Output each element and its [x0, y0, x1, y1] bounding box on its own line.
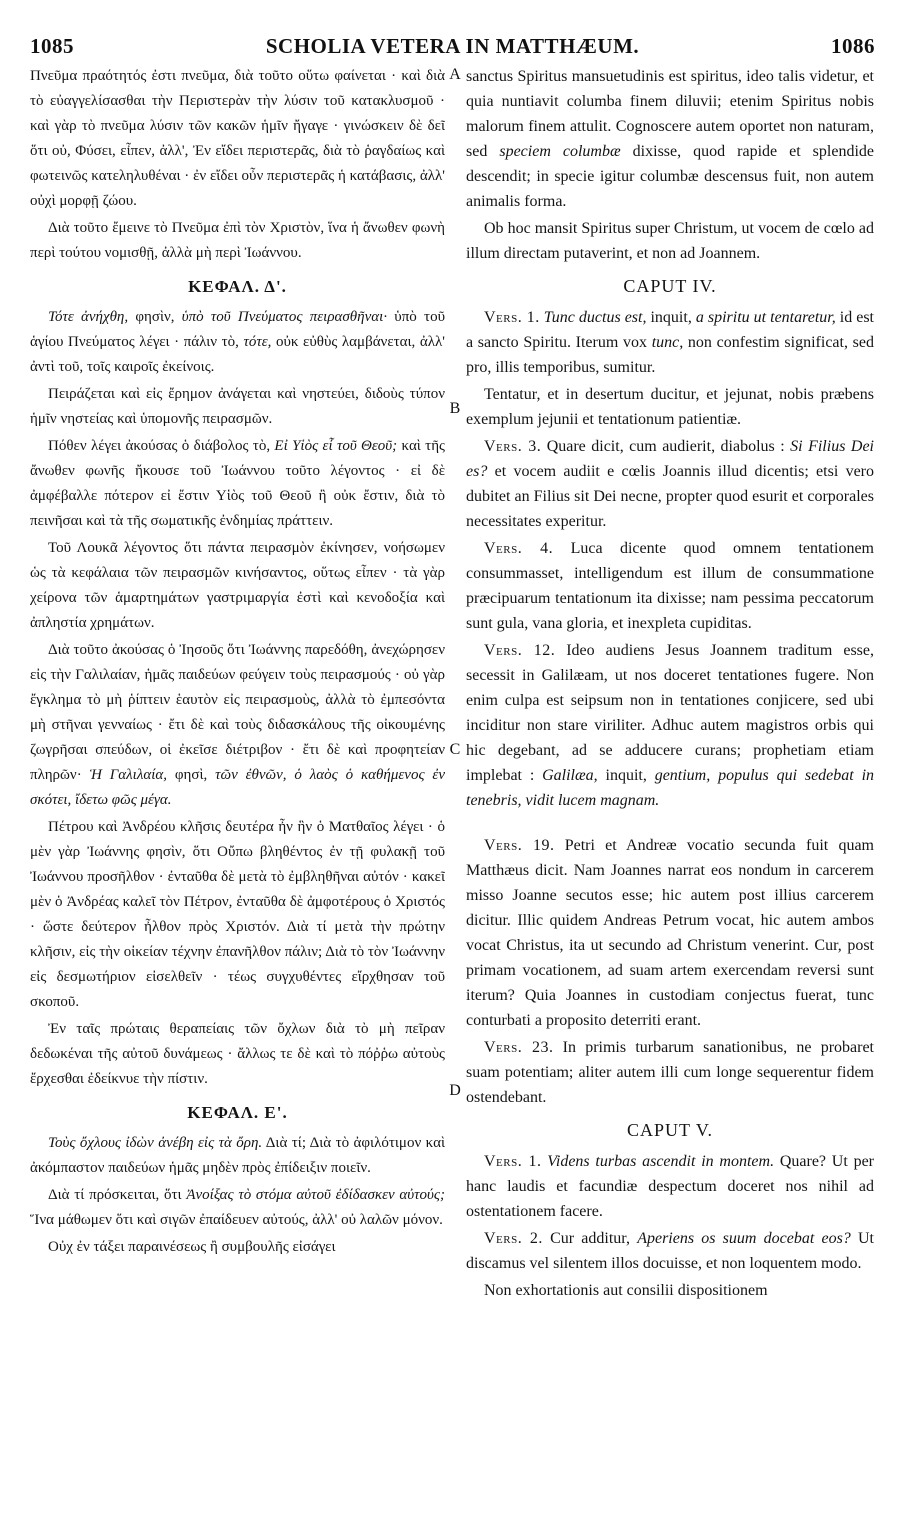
greek-text: φησὶν, [128, 309, 182, 325]
latin-quote: speciem columbæ [499, 143, 621, 160]
latin-text: sanctus Spiritus mansuetudinis est spiritus, ideo talis videtur, et quia nuntiavit columba finem diluvii; etenim Spiritus nobis malorum finem attulit. Cognoscere autem oportet non naturam, sed [466, 68, 874, 160]
margin-mark-b: B [449, 400, 461, 417]
latin-paragraph [466, 434, 874, 534]
greek-text: ὑπὸ τοῦ ἁγίου Πνεύματος λέγει · πάλιν τὸ, [30, 309, 445, 350]
greek-text: καὶ τῆς ἄνωθεν φωνῆς ἤκουσε τοῦ Ἰωάννου τοῦτο λέγοντος · εἰ δὲ ἀμφέβαλλε πότερον εἰ ἔστιν Υἱὸς τοῦ Θεοῦ ἢ οὐκ ἔστιν, διὰ τὸ πεινῆσαι καὶ τὰ τῆς σωματικῆς ἐνδημίας πράττειν. [30, 438, 445, 529]
margin-mark-a: A [449, 66, 461, 83]
latin-text: Petri et Andreæ vocatio secunda fuit quam Matthæus dicit. Nam Joannes narrat eos nondum in carcerem misso Joanne secutos esse; hic autem post illius carcerem dicitur. Illic quidem Andreas Petrum vocat, hic autem ambos vocat Christus, ita ut secundo ad Christum venerint. Cur, post primam vocationem, ad suam artem exercendam reversi sunt iterum? Quia Joannes in custodiam conjectus fuerat, tunc conturbati a proposito deterriti erant. [466, 837, 874, 1029]
greek-text: φησὶ, [166, 767, 216, 783]
latin-paragraph [466, 536, 874, 636]
greek-text: Διὰ τοῦτο ἀκούσας ὁ Ἰησοῦς ὅτι Ἰωάννης παρεδόθη, ἀνεχώρησεν εἰς τὴν Γαλιλαίαν, ἡμᾶς παιδεύων φεύγειν τοὺς πειρασμούς · οὐ γὰρ ἔγκλημα τὸ μὴ ῥίπτειν ἑαυτὸν εἰς πειρασμοὺς, ἀλλὰ τὸ ἐμπεσόντα μὴ στῆναι γενναίως · ἔτι δὲ καὶ τοὺς διδασκάλους τῆς οἰκουμένης ζωγρῆσαι σπεύδων, οἱ ἐκεῖσε διέτριβον · ἔτι δὲ καὶ προφητείαν πληρῶν· [30, 642, 445, 783]
spacer [466, 815, 874, 833]
verse-label: Vers. 2. [484, 1230, 543, 1247]
latin-text: non confestim significat, sed pro, illis temporibus, sumitur. [466, 334, 874, 376]
latin-paragraph [466, 64, 874, 214]
chapter-heading-greek: ΚΕΦΑΛ. Ε'. [187, 1103, 288, 1122]
latin-quote: Videns turbas ascendit in montem. [547, 1153, 775, 1170]
verse-label: Vers. 1. [484, 1153, 542, 1170]
page-header [30, 30, 875, 66]
greek-text: Διὰ τί; Διὰ τὸ ἀφιλότιμον καὶ ἀκόμπαστον παιδεύων ἡμᾶς μηδὲν πρὸς ἐπίδειξιν ποιεῖν. [30, 1135, 445, 1176]
greek-quote: τῶν ἐθνῶν, ὁ λαὸς ὁ καθήμενος ἐν σκότει, ἴδετω φῶς μέγα. [30, 767, 445, 808]
greek-quote: Ἡ Γαλιλαία, [89, 767, 167, 783]
latin-quote: Si Filius Dei es? [466, 438, 874, 480]
greek-paragraph: Διὰ τοῦτο ἔμεινε τὸ Πνεῦμα ἐπὶ τὸν Χριστὸν, ἵνα ἡ ἄνωθεν φωνὴ περὶ τούτου νομισθῇ, ἀλλὰ μὴ περὶ Ἰωάννου. [30, 220, 445, 261]
greek-paragraph [30, 1183, 445, 1233]
verse-label: Vers. 19. [484, 837, 555, 854]
latin-quote: Galilæa, [542, 767, 598, 784]
verse-label: Vers. 23. [484, 1039, 554, 1056]
greek-quote: ὑπὸ τοῦ Πνεύματος πειρασθῆναι· [181, 309, 388, 325]
page-number-right: 1086 [831, 34, 875, 58]
greek-paragraph: Τοῦ Λουκᾶ λέγοντος ὅτι πάντα πειρασμὸν ἐκίνησεν, νοήσωμεν ὡς τὰ κεφάλαια τῶν πειρασμῶν κινήσαντος, οὕτως εἶπεν · τὰ γὰρ χείρονα τῶν ἁμαρτημάτων γαστριμαργία ἐστὶ καὶ κενοδοξία καὶ ἀπληστία χρημάτων. [30, 540, 445, 631]
latin-text: inquit, [597, 767, 655, 784]
greek-column [30, 64, 445, 1524]
chapter-heading-latin: CAPUT V. [626, 1120, 714, 1140]
latin-column [466, 64, 874, 1524]
latin-text: dixisse, quod rapide et splendide descendit; in specie igitur columbæ descensus fuit, non autem animalis forma. [466, 143, 874, 210]
greek-paragraph: Πέτρου καὶ Ἀνδρέου κλῆσις δευτέρα ἦν ἣν ὁ Ματθαῖος λέγει · ὁ μὲν γὰρ Ἰωάννης φησὶν, ὅτι Οὔπω βληθέντος ἐν τῇ φυλακῇ τοῦ Ἰωάννου προσῆλθον · ἐνταῦθα δὲ μετὰ τὸ ἐμβληθῆναι αὐτόν · κακεῖ μὲν ὁ Ἀνδρέας καλεῖ τὸν Πέτρον, ἐνταῦθα δὲ ἀμφοτέρους ὁ Χριστός · ὥστε δεύτερον ἦλθον πρὸς Χριστόν. Διὰ τί μετὰ τὴν πρώτην κλῆσιν, εἰς τὴν οἰκείαν τέχνην ἐπανῆλθον πάλιν; Διὰ τὸ τὸν Ἰωάννην εἰς δεσμωτήριον εἰσελθεῖν · τέως συγχυθέντες εἴρχθησαν τοῦ σκοποῦ. [30, 819, 445, 1010]
greek-paragraph: Πειράζεται καὶ εἰς ἔρημον ἀνάγεται καὶ νηστεύει, διδοὺς τύπον ἡμῖν νηστείας καὶ ὑπομονῆς πειρασμῶν. [30, 386, 445, 427]
latin-text: id est a sancto Spiritu. Iterum vox [466, 309, 874, 351]
greek-quote: Ἀνοίξας τὸ στόμα αὐτοῦ ἐδίδασκεν αὐτούς; [186, 1187, 445, 1203]
latin-paragraph: Non exhortationis aut consilii dispositionem [484, 1282, 768, 1299]
greek-paragraph [30, 305, 445, 380]
latin-quote: tunc, [651, 334, 684, 351]
greek-paragraph: Ἐν ταῖς πρώταις θεραπείαις τῶν ὄχλων διὰ τὸ μὴ πεῖραν δεδωκέναι τῆς αὐτοῦ δυνάμεως · ἄλλως τε δὲ καὶ τὸ πόῤῥω αὐτοὺς ἔρχεσθαι ἐδείκνυε τὴν πίστιν. [30, 1021, 445, 1087]
page-number-left: 1085 [30, 34, 74, 58]
latin-quote: gentium, populus qui sedebat in tenebris, vidit lucem magnam. [466, 767, 874, 809]
greek-paragraph: Οὐχ ἐν τάξει παραινέσεως ἢ συμβουλῆς εἰσάγει [48, 1239, 336, 1255]
latin-paragraph [466, 1035, 874, 1110]
latin-text: Ideo audiens Jesus Joannem traditum esse, secessit in Galilæam, ut nos doceret tentationes fugere. Non enim culpa est seipsum non in tentationes conjicere, sed ubi inciditur non stare viriliter. Adhuc autem magistros orbis qui hic degebant, ad se adducere curans; prophetiam etiam implebat : [466, 642, 874, 784]
latin-quote: Aperiens os suum docebat eos? [637, 1230, 851, 1247]
greek-text: Διὰ τί πρόσκειται, ὅτι [48, 1187, 187, 1203]
latin-paragraph: Tentatur, et in desertum ducitur, et jejunat, nobis præbens exemplum jejunii et tentationum patientiæ. [466, 386, 874, 428]
verse-label: Vers. 1. [484, 309, 540, 326]
latin-quote: a spiritu ut tentaretur, [695, 309, 836, 326]
greek-paragraph [30, 1131, 445, 1181]
margin-mark-d: D [449, 1082, 461, 1099]
greek-text: Ἵνα μάθωμεν ὅτι καὶ σιγῶν ἐπαίδευεν αὐτούς, ἀλλ' οὐ λαλῶν μόνον. [30, 1212, 443, 1228]
greek-paragraph: Πνεῦμα πραότητός ἐστι πνεῦμα, διὰ τοῦτο οὕτω φαίνεται · καὶ διὰ τὸ εὐαγγελίσασθαι τὴν Περιστερὰν τὴν λύσιν τοῦ κατακλυσμοῦ · καὶ γὰρ τὸ πνεῦμα λύσιν τῶν κακῶν ἡμῖν ἤγαγε · γινώσκειν δὲ δεῖ ὅτι οὐ, Φύσει, εἶπεν, ἀλλ', Ἐν εἴδει περιστερᾶς, διὰ τὸ ῥαγδαίως καὶ φωτεινῶς κατεληλυθέναι · ἐν εἴδει οὖν περιστερᾶς ἡ κατάβασις, ἀλλ' οὐχὶ μορφῇ ζώου. [30, 68, 445, 209]
greek-quote: Εἰ Υἱὸς εἶ τοῦ Θεοῦ; [274, 438, 398, 454]
latin-text: Luca dicente quod omnem tentationem consummasset, intelligendum est illum de consummatione præcipuarum tentationum ita dixisse; nam pessima peccatorum sunt gula, vana gloria, et inexpleta cupiditas. [466, 540, 874, 632]
latin-paragraph: Ob hoc mansit Spiritus super Christum, ut vocem de cœlo ad illum directam putaverint, et non ad Joannem. [466, 220, 874, 262]
chapter-heading-latin: CAPUT IV. [623, 276, 717, 296]
latin-text: Quare dicit, cum audierit, diabolus : [541, 438, 791, 455]
greek-quote: τότε, [243, 334, 272, 350]
latin-text: inquit, [646, 309, 696, 326]
latin-text: Cur additur, [542, 1230, 638, 1247]
latin-text: In primis turbarum sanationibus, ne probaret suam potentiam; aliter autem illi cum longe sequerentur fidem ostendebant. [466, 1039, 874, 1106]
latin-quote: Tunc ductus est, [543, 309, 647, 326]
greek-paragraph [30, 638, 445, 813]
greek-paragraph [30, 434, 445, 534]
verse-label: Vers. 4. [484, 540, 554, 557]
verse-label: Vers. 12. [484, 642, 556, 659]
greek-quote: Τότε ἀνήχθη, [48, 309, 129, 325]
latin-text: Quare? Ut per hanc laudis et facundiæ despectum doceret nos nihil ad ostentationem facere. [466, 1153, 874, 1220]
greek-quote: Τοὺς ὄχλους ἰδὼν ἀνέβη εἰς τὰ ὄρη. [48, 1135, 263, 1151]
latin-text: Ut discamus vel silentem illos docuisse, et non loquentem modo. [466, 1230, 874, 1272]
latin-paragraph [466, 1226, 874, 1276]
greek-text: οὐκ εὐθὺς λαμβάνεται, ἀλλ' ἀντὶ τοῦ, τοῖς καιροῖς ἐκείνοις. [30, 334, 445, 375]
latin-paragraph [466, 833, 874, 1033]
chapter-heading-greek: ΚΕΦΑΛ. Δ'. [188, 277, 287, 296]
verse-label: Vers. 3. [484, 438, 542, 455]
greek-text: Πόθεν λέγει ἀκούσας ὁ διάβολος τὸ, [48, 438, 275, 454]
latin-paragraph [466, 305, 874, 380]
latin-paragraph [466, 1149, 874, 1224]
margin-mark-c: C [449, 741, 461, 758]
latin-paragraph [466, 638, 874, 813]
running-title: SCHOLIA VETERA IN MATTHÆUM. [265, 34, 640, 58]
latin-text: et vocem audiit e cœlis Joannis illud dicentis; etsi vero dubitet an Filius sit Dei necne, propter quod esurit et corporales necessitates experitur. [466, 463, 874, 530]
